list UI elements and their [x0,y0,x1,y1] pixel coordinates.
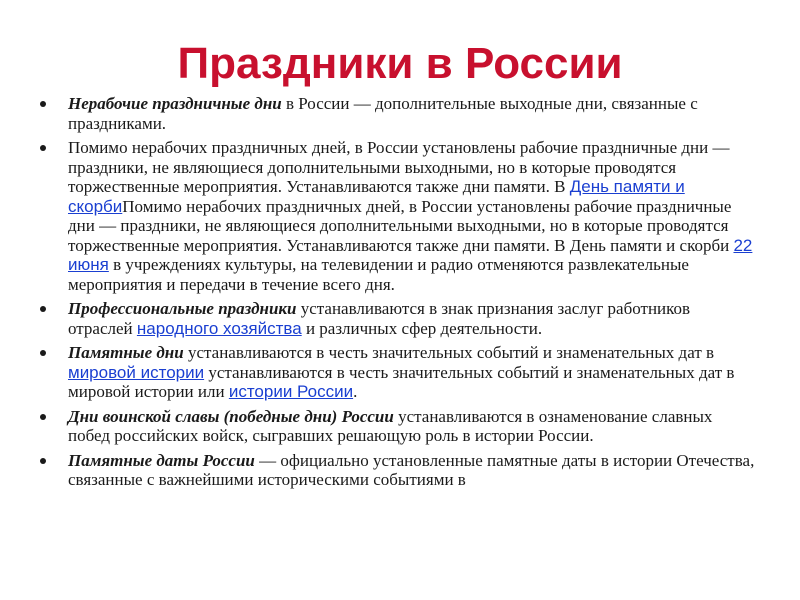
list-item [36,138,756,294]
list-item [36,451,756,490]
link-world-history[interactable]: мировой истории [68,362,205,382]
bullet-dot-icon [40,458,46,464]
bullet-list [36,94,756,495]
list-item-text: Помимо нерабочих праздничных дней, в России установлены рабочие праздничные дни — праздники, не являющиеся дополнительными выходными, но в которые проводятся торжественные мероприятия. Устанавливаются также дни памяти. В [68,138,730,196]
list-item-term: Профессиональные праздники [68,299,297,318]
list-item [36,299,756,338]
list-item [36,407,756,446]
bullet-dot-icon [40,350,46,356]
link-history-of-russia[interactable]: истории России [228,382,354,401]
list-item-text: и различных сфер деятельности. [301,318,543,338]
list-item-text: в России — дополнительные выходные дни, связанные с праздниками. [68,94,698,133]
page-title: Праздники в России [177,39,623,88]
bullet-dot-icon [40,414,46,420]
link-national-economy[interactable]: народного хозяйства [136,318,302,338]
list-item-text: . [353,382,358,401]
list-item-term: Дни воинской славы (победные дни) России [68,406,394,426]
list-item-text: — официально установленные памятные даты в истории Отечества, связанные с важнейшими историческими событиями в [68,450,755,489]
list-item [36,343,756,402]
list-item-text: устанавливаются в честь значительных событий и знаменательных дат в мировой истории или [68,362,735,401]
list-item-term: Нерабочие праздничные дни [68,94,282,113]
list-item-text: устанавливаются в знак признания заслуг работников отраслей [68,299,691,338]
list-item-term: Памятные даты России [68,450,255,470]
list-item-text: Помимо нерабочих праздничных дней, в России установлены рабочие праздничные дни — праздники, не являющиеся дополнительными выходными, но в которые проводятся торжественные мероприятия. Устанавливаются также дни памяти. В День памяти и скорби [68,196,734,255]
link-june-22[interactable]: 22 июня [68,235,753,274]
list-item-text: устанавливаются в честь значительных событий и знаменательных дат в [183,343,715,362]
bullet-dot-icon [40,306,46,312]
list-item-text: в учреждениях культуры, на телевидении и радио отменяются развлекательные мероприятия и передачи в течение всего дня. [68,255,689,294]
list-item-term: Памятные дни [68,343,184,362]
list-item-text: устанавливаются в ознаменование славных побед российских войск, сыгравших решающую роль в истории России. [68,406,713,445]
link-day-of-remembrance[interactable]: День памяти и скорби [68,177,685,216]
bullet-dot-icon [40,145,46,151]
bullet-dot-icon [40,101,46,107]
list-item [36,94,756,133]
